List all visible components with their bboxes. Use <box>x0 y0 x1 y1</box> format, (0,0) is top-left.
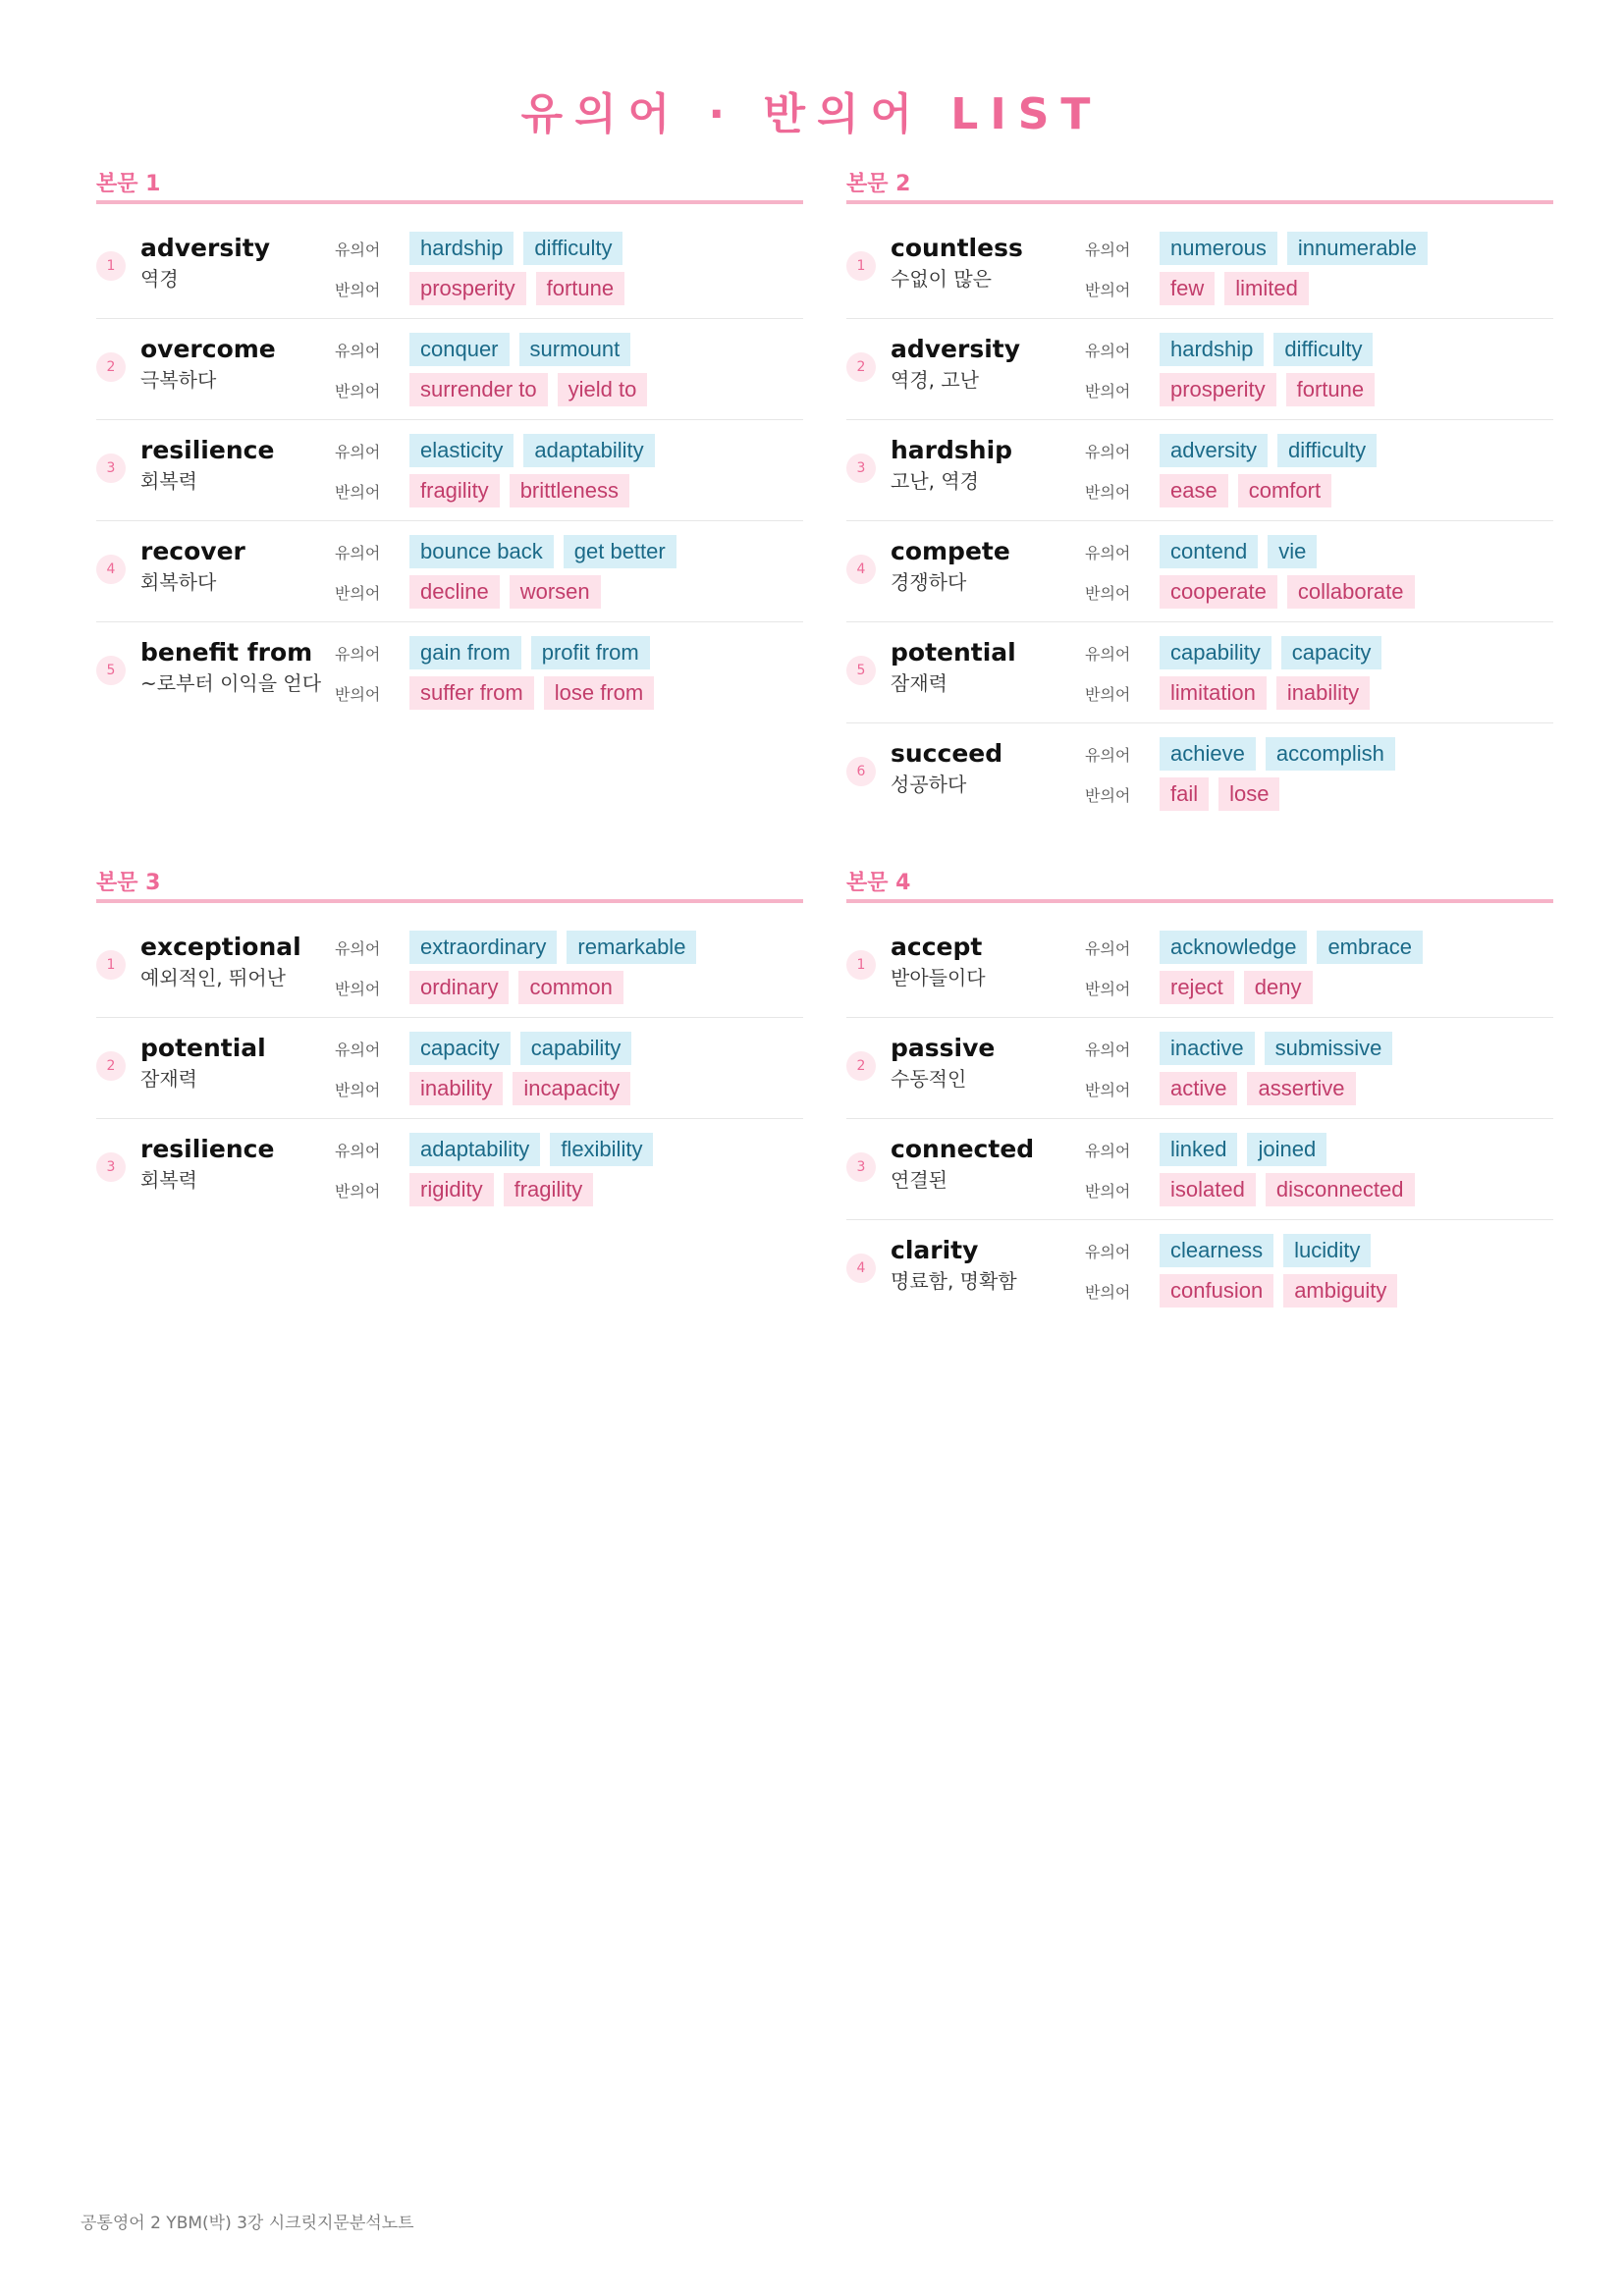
antonym-label: 반의어 <box>1085 1080 1131 1099</box>
synonym-row <box>1085 635 1391 670</box>
entry-word: connected <box>891 1135 1035 1163</box>
entry-word: succeed <box>891 739 1003 768</box>
entry-number-badge: 4 <box>846 555 876 584</box>
section-4 <box>846 864 1553 1321</box>
antonym-chip: prosperity <box>1160 373 1276 406</box>
synonym-row <box>335 332 640 367</box>
synonym-chip: extraordinary <box>409 931 557 964</box>
antonym-chip: fortune <box>1286 373 1376 406</box>
antonym-chip: active <box>1160 1072 1237 1105</box>
vocab-entry <box>96 622 803 723</box>
synonym-label: 유의어 <box>1085 543 1131 562</box>
entry-word: overcome <box>140 335 276 363</box>
antonym-chip: comfort <box>1238 474 1331 507</box>
antonym-row <box>1085 776 1289 812</box>
antonym-label: 반의어 <box>1085 1181 1131 1201</box>
entry-word: resilience <box>140 1135 275 1163</box>
synonym-chip: numerous <box>1160 232 1277 265</box>
antonym-row <box>335 574 611 610</box>
vocab-entry <box>96 420 803 521</box>
antonym-chip: surrender to <box>409 373 548 406</box>
synonym-row <box>335 231 632 266</box>
antonym-label: 반의어 <box>335 280 381 299</box>
entry-number-badge: 3 <box>96 454 126 483</box>
synonym-label: 유의어 <box>335 938 381 958</box>
antonym-label: 반의어 <box>1085 583 1131 603</box>
vocab-entry <box>96 319 803 420</box>
synonym-chip: lucidity <box>1283 1234 1371 1267</box>
vocab-entry <box>96 521 803 622</box>
synonym-label: 유의어 <box>335 543 381 562</box>
entry-word: clarity <box>891 1236 979 1264</box>
footer-text: 공통영어 2 YBM(박) 3강 시크릿지문분석노트 <box>81 2214 414 2233</box>
synonym-label: 유의어 <box>1085 1242 1131 1261</box>
entry-meaning: 경쟁하다 <box>891 570 967 594</box>
antonym-label: 반의어 <box>1085 785 1131 805</box>
entry-word: accept <box>891 933 983 961</box>
antonym-chip: limitation <box>1160 676 1267 710</box>
entry-meaning: 역경 <box>140 267 179 291</box>
antonym-chip: disconnected <box>1266 1173 1415 1206</box>
entry-number-badge: 1 <box>846 251 876 281</box>
synonym-label: 유의어 <box>335 442 381 461</box>
synonym-row <box>335 433 665 468</box>
synonym-chip: submissive <box>1265 1032 1393 1065</box>
antonym-chip: lose from <box>544 676 654 710</box>
entry-number-badge: 3 <box>846 454 876 483</box>
entry-list <box>96 218 803 723</box>
entry-list <box>96 917 803 1220</box>
antonym-chip: ordinary <box>409 971 509 1004</box>
synonym-chip: inactive <box>1160 1032 1255 1065</box>
entry-word: recover <box>140 537 245 565</box>
vocab-entry <box>96 1119 803 1220</box>
synonym-chip: difficulty <box>523 232 622 265</box>
vocab-entry <box>846 218 1553 319</box>
entry-meaning: 예외적인, 뛰어난 <box>140 966 286 989</box>
entry-list <box>846 218 1553 825</box>
synonym-chip: surmount <box>519 333 631 366</box>
entry-number-badge: 1 <box>96 950 126 980</box>
antonym-label: 반의어 <box>1085 1282 1131 1302</box>
entry-word: passive <box>891 1034 996 1062</box>
entry-number-badge: 2 <box>96 1051 126 1081</box>
entry-number-badge: 6 <box>846 757 876 786</box>
vocab-entry <box>96 1018 803 1119</box>
synonym-chip: adaptability <box>409 1133 540 1166</box>
antonym-row <box>1085 970 1323 1005</box>
synonym-row <box>335 635 660 670</box>
synonym-chip: capacity <box>1281 636 1382 669</box>
synonym-chip: gain from <box>409 636 521 669</box>
antonym-label: 반의어 <box>335 381 381 400</box>
vocab-entry <box>846 1220 1553 1321</box>
antonym-label: 반의어 <box>1085 482 1131 502</box>
synonym-label: 유의어 <box>335 341 381 360</box>
synonym-row <box>1085 1031 1402 1066</box>
synonym-label: 유의어 <box>1085 442 1131 461</box>
section-title: 본문 4 <box>846 864 1553 903</box>
entry-meaning: 연결된 <box>891 1168 947 1192</box>
synonym-chip: bounce back <box>409 535 554 568</box>
antonym-label: 반의어 <box>1085 684 1131 704</box>
vocab-entry <box>846 319 1553 420</box>
entry-meaning: 회복력 <box>140 469 197 493</box>
synonym-chip: profit from <box>531 636 650 669</box>
vocab-entry <box>846 917 1553 1018</box>
antonym-chip: assertive <box>1247 1072 1355 1105</box>
synonym-chip: joined <box>1247 1133 1326 1166</box>
synonym-chip: adversity <box>1160 434 1268 467</box>
antonym-chip: few <box>1160 272 1215 305</box>
entry-meaning: 역경, 고난 <box>891 368 979 392</box>
vocab-entry <box>846 420 1553 521</box>
antonym-row <box>335 473 639 508</box>
entry-meaning: 수동적인 <box>891 1067 967 1091</box>
entry-meaning: 수없이 많은 <box>891 267 992 291</box>
entry-word: resilience <box>140 436 275 464</box>
synonym-row <box>1085 1132 1336 1167</box>
antonym-row <box>1085 473 1341 508</box>
antonym-row <box>1085 574 1425 610</box>
antonym-row <box>335 1172 603 1207</box>
antonym-chip: decline <box>409 575 500 609</box>
entry-meaning: ~로부터 이익을 얻다 <box>140 671 322 695</box>
synonym-row <box>335 1132 663 1167</box>
antonym-chip: fail <box>1160 777 1209 811</box>
entry-meaning: 회복력 <box>140 1168 197 1192</box>
synonym-chip: embrace <box>1317 931 1423 964</box>
entry-number-badge: 3 <box>846 1152 876 1182</box>
antonym-label: 반의어 <box>335 482 381 502</box>
entry-word: adversity <box>891 335 1021 363</box>
synonym-label: 유의어 <box>1085 644 1131 664</box>
entry-number-badge: 4 <box>96 555 126 584</box>
entry-meaning: 명료함, 명확함 <box>891 1269 1017 1293</box>
antonym-chip: confusion <box>1160 1274 1273 1308</box>
antonym-label: 반의어 <box>1085 979 1131 998</box>
page-title: 유의어 · 반의어 LIST <box>520 89 1103 139</box>
antonym-chip: deny <box>1244 971 1313 1004</box>
synonym-chip: flexibility <box>550 1133 653 1166</box>
entry-word: hardship <box>891 436 1013 464</box>
antonym-row <box>335 1071 640 1106</box>
antonym-chip: fragility <box>409 474 500 507</box>
antonym-chip: cooperate <box>1160 575 1277 609</box>
entry-word: potential <box>140 1034 266 1062</box>
synonym-label: 유의어 <box>335 1141 381 1160</box>
synonym-chip: vie <box>1268 535 1317 568</box>
antonym-chip: inability <box>1276 676 1370 710</box>
synonym-chip: hardship <box>409 232 514 265</box>
entry-meaning: 잠재력 <box>891 671 947 695</box>
vocab-entry <box>846 1119 1553 1220</box>
synonym-row <box>1085 1233 1380 1268</box>
entry-number-badge: 1 <box>96 251 126 281</box>
entry-meaning: 고난, 역경 <box>891 469 979 493</box>
antonym-chip: common <box>518 971 622 1004</box>
vocab-entry <box>96 917 803 1018</box>
entry-number-badge: 4 <box>846 1254 876 1283</box>
antonym-chip: suffer from <box>409 676 534 710</box>
entry-word: exceptional <box>140 933 301 961</box>
synonym-chip: get better <box>564 535 676 568</box>
entry-number-badge: 2 <box>846 352 876 382</box>
entry-meaning: 잠재력 <box>140 1067 197 1091</box>
synonym-row <box>335 930 706 965</box>
vocab-entry <box>846 1018 1553 1119</box>
synonym-chip: elasticity <box>409 434 514 467</box>
antonym-chip: worsen <box>510 575 601 609</box>
entry-word: countless <box>891 234 1023 262</box>
entry-number-badge: 2 <box>96 352 126 382</box>
synonym-chip: achieve <box>1160 737 1256 771</box>
antonym-label: 반의어 <box>335 583 381 603</box>
antonym-label: 반의어 <box>1085 280 1131 299</box>
section-title: 본문 3 <box>96 864 803 903</box>
synonym-row <box>1085 231 1437 266</box>
antonym-chip: ease <box>1160 474 1228 507</box>
synonym-chip: capability <box>1160 636 1271 669</box>
antonym-row <box>1085 675 1380 711</box>
synonym-chip: innumerable <box>1287 232 1428 265</box>
synonym-row <box>1085 433 1386 468</box>
entry-number-badge: 3 <box>96 1152 126 1182</box>
synonym-chip: difficulty <box>1273 333 1373 366</box>
synonym-row <box>335 534 686 569</box>
antonym-row <box>335 970 633 1005</box>
synonym-chip: contend <box>1160 535 1258 568</box>
entry-meaning: 회복하다 <box>140 570 217 594</box>
antonym-row <box>1085 1273 1407 1308</box>
antonym-row <box>1085 1172 1425 1207</box>
antonym-chip: ambiguity <box>1283 1274 1397 1308</box>
synonym-row <box>335 1031 641 1066</box>
section-1 <box>96 165 803 723</box>
synonym-chip: capacity <box>409 1032 511 1065</box>
synonym-row <box>1085 930 1433 965</box>
synonym-chip: hardship <box>1160 333 1264 366</box>
entry-word: benefit from <box>140 638 313 667</box>
synonym-chip: difficulty <box>1277 434 1377 467</box>
antonym-row <box>1085 271 1319 306</box>
entry-meaning: 받아들이다 <box>891 966 986 989</box>
antonym-row <box>1085 372 1384 407</box>
synonym-label: 유의어 <box>1085 341 1131 360</box>
antonym-chip: collaborate <box>1287 575 1415 609</box>
section-title: 본문 1 <box>96 165 803 204</box>
synonym-chip: conquer <box>409 333 510 366</box>
antonym-chip: fragility <box>504 1173 594 1206</box>
synonym-chip: accomplish <box>1266 737 1395 771</box>
synonym-chip: capability <box>520 1032 632 1065</box>
synonym-label: 유의어 <box>1085 1040 1131 1059</box>
antonym-label: 반의어 <box>1085 381 1131 400</box>
antonym-chip: reject <box>1160 971 1234 1004</box>
synonym-label: 유의어 <box>1085 938 1131 958</box>
antonym-chip: yield to <box>558 373 648 406</box>
antonym-chip: isolated <box>1160 1173 1256 1206</box>
entry-number-badge: 5 <box>96 656 126 685</box>
synonym-chip: clearness <box>1160 1234 1273 1267</box>
vocab-entry <box>846 723 1553 825</box>
antonym-label: 반의어 <box>335 1080 381 1099</box>
antonym-chip: inability <box>409 1072 503 1105</box>
entry-number-badge: 2 <box>846 1051 876 1081</box>
antonym-label: 반의어 <box>335 1181 381 1201</box>
antonym-chip: rigidity <box>409 1173 494 1206</box>
entry-meaning: 극복하다 <box>140 368 217 392</box>
entry-word: adversity <box>140 234 271 262</box>
section-2 <box>846 165 1553 825</box>
section-title: 본문 2 <box>846 165 1553 204</box>
entry-word: compete <box>891 537 1010 565</box>
antonym-chip: incapacity <box>513 1072 630 1105</box>
entry-number-badge: 5 <box>846 656 876 685</box>
antonym-chip: limited <box>1224 272 1309 305</box>
synonym-label: 유의어 <box>335 240 381 259</box>
vocab-entry <box>96 218 803 319</box>
vocab-entry <box>846 521 1553 622</box>
synonym-row <box>1085 332 1382 367</box>
section-3 <box>96 864 803 1220</box>
synonym-chip: linked <box>1160 1133 1237 1166</box>
entry-list <box>846 917 1553 1321</box>
synonym-label: 유의어 <box>1085 1141 1131 1160</box>
antonym-chip: prosperity <box>409 272 526 305</box>
synonym-chip: acknowledge <box>1160 931 1307 964</box>
antonym-row <box>335 372 657 407</box>
synonym-label: 유의어 <box>335 644 381 664</box>
antonym-chip: fortune <box>536 272 625 305</box>
synonym-row <box>1085 534 1326 569</box>
antonym-label: 반의어 <box>335 684 381 704</box>
synonym-row <box>1085 736 1405 772</box>
entry-word: potential <box>891 638 1016 667</box>
antonym-label: 반의어 <box>335 979 381 998</box>
antonym-row <box>1085 1071 1366 1106</box>
antonym-row <box>335 271 634 306</box>
synonym-chip: remarkable <box>567 931 696 964</box>
synonym-label: 유의어 <box>335 1040 381 1059</box>
vocab-entry <box>846 622 1553 723</box>
antonym-chip: lose <box>1218 777 1279 811</box>
antonym-row <box>335 675 664 711</box>
entry-meaning: 성공하다 <box>891 773 967 796</box>
antonym-chip: brittleness <box>510 474 629 507</box>
synonym-chip: adaptability <box>523 434 654 467</box>
synonym-label: 유의어 <box>1085 240 1131 259</box>
synonym-label: 유의어 <box>1085 745 1131 765</box>
entry-number-badge: 1 <box>846 950 876 980</box>
